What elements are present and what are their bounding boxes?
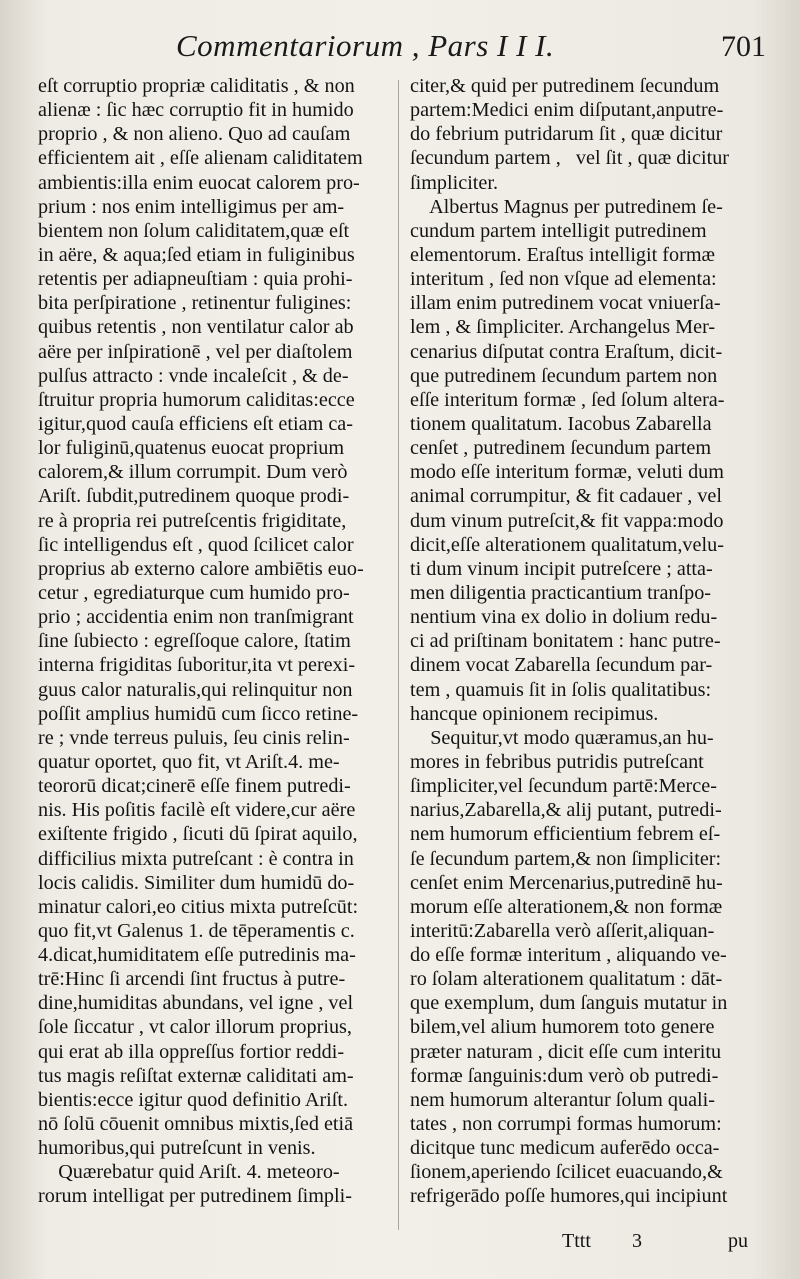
text-line: ſic intelligendus eſt , quod ſcilicet calor <box>38 533 354 556</box>
text-line: ſecundum partem , vel ſit , quæ dicitur <box>410 147 730 170</box>
text-line: mores in febribus putridis putreſcant <box>410 750 704 773</box>
page-footer <box>0 1230 800 1260</box>
text-line: cundum partem intelligit putredinem <box>410 219 707 242</box>
text-line: igitur,quod cauſa efficiens eſt etiam ca- <box>38 412 353 435</box>
text-line: aëre per inſpirationē , vel per diaſtolem <box>38 340 353 363</box>
text-line: humoribus,qui putreſcunt in venis. <box>38 1137 316 1160</box>
text-line: cetur , egrediaturque cum humido pro- <box>38 581 350 604</box>
text-line: ſe ſecundum partem,& non ſimpliciter: <box>410 847 722 870</box>
text-line: tionem qualitatum. Iacobus Zabarella <box>410 412 712 435</box>
text-line: nem humorum efficientium febrem eſ- <box>410 823 721 846</box>
text-line: illam enim putredinem vocat vniuerſa- <box>410 292 721 315</box>
text-line: quatur oportet, quo fit, vt Ariſt.4. me- <box>38 750 340 773</box>
text-line: nis. His poſitis facilè eſt videre,cur aëre <box>38 799 356 822</box>
right-text-column <box>410 74 780 1209</box>
text-line: præter naturam , dicit eſſe cum interitu <box>410 1040 722 1063</box>
text-line: locis calidis. Similiter dum humidū do- <box>38 871 355 894</box>
text-line: re à propria rei putreſcentis frigiditate, <box>38 509 347 532</box>
text-line: bientis:ecce igitur quod definitio Ariſt. <box>38 1088 349 1111</box>
text-line: re ; vnde terreus puluis, ſeu cinis relin- <box>38 726 350 749</box>
text-line: dicitque tunc medicum auferēdo occa- <box>410 1137 720 1160</box>
text-line: do eſſe formæ interitum , aliquando ve- <box>410 944 727 967</box>
text-line: cenſet , putredinem ſecundum partem <box>410 437 712 460</box>
text-line: ſole ſiccatur , vt calor illorum proprius, <box>38 1016 352 1039</box>
text-line: hancque opinionem recipimus. <box>410 702 659 725</box>
text-line: ſine ſubiecto : egreſſoque calore, ſtatim <box>38 630 351 653</box>
text-line: quibus retentis , non ventilatur calor ab <box>38 316 354 339</box>
text-line: dinem vocat Zabarella ſecundum par- <box>410 654 713 677</box>
text-line: formæ ſanguinis:dum verò ob putredi- <box>410 1064 719 1087</box>
text-line: eſt corruptio propriæ caliditatis , & non <box>38 75 355 97</box>
text-line: minatur calori,eo citius mixta putreſcūt: <box>38 895 359 918</box>
left-text-column <box>38 74 390 1209</box>
text-line: lor fuliginū,quatenus euocat proprium <box>38 437 345 460</box>
text-line: men diligentia practicantium tranſpo- <box>410 581 712 604</box>
text-line: narius,Zabarella,& alij putant, putredi- <box>410 799 722 822</box>
text-line: nem humorum alterantur ſolum quali- <box>410 1088 715 1111</box>
text-line: tates , non corrumpi formas humorum: <box>410 1113 722 1136</box>
text-line: ſtruitur propria humorum caliditas:ecce <box>38 388 355 411</box>
text-line: calorem,& illum corrumpit. Dum verò <box>38 461 348 484</box>
text-line: tem , quamuis ſit in ſolis qualitatibus: <box>410 678 712 701</box>
text-line: difficilius mixta putreſcant : è contra in <box>38 847 354 870</box>
text-line: refrigerādo poſſe humores,qui incipiunt <box>410 1185 728 1208</box>
text-line: lem , & ſimpliciter. Archangelus Mer- <box>410 316 716 339</box>
text-line: 4.dicat,humiditatem eſſe putredinis ma- <box>38 944 356 967</box>
text-line: ſimpliciter,vel ſecundum partē:Merce- <box>410 775 717 798</box>
text-line: prium : nos enim intelligimus per am- <box>38 195 345 218</box>
text-line: bita perſpiratione , retinentur fuligines: <box>38 292 352 315</box>
text-line: modo eſſe interitum formæ, veluti dum <box>410 461 724 484</box>
text-line: efficientem ait , eſſe alienam caliditatem <box>38 147 363 170</box>
text-line: pulſus attracto : vnde incaleſcit , & de- <box>38 364 349 387</box>
text-line: poſſit amplius humidū cum ſicco retine- <box>38 702 359 725</box>
text-line: quo fit,vt Galenus 1. de tēperamentis c. <box>38 919 355 942</box>
column-divider <box>398 80 399 1230</box>
text-line: cenſet enim Mercenarius,putredinē hu- <box>410 871 723 894</box>
text-line: teororū dicat;cinerē eſſe finem putredi- <box>38 775 351 798</box>
text-line: interna frigiditas ſuboritur,ita vt perexi- <box>38 654 356 677</box>
text-line: partem:Medici enim diſputant,anputre- <box>410 99 724 122</box>
text-line: citer,& quid per putredinem ſecundum <box>410 75 720 97</box>
text-line: nentium vina ex dolio in dolium redu- <box>410 606 718 629</box>
text-line: ro ſolam alterationem qualitatum : dāt- <box>410 968 723 991</box>
text-line: do febrium putridarum ſit , quæ dicitur <box>410 123 723 146</box>
text-line: retentis per adiapneuſtiam : quia prohi- <box>38 268 353 291</box>
signature-mark: Tttt <box>562 1230 591 1252</box>
text-line: ambientis:illa enim euocat calorem pro- <box>38 171 360 194</box>
text-line: proprio , & non alieno. Quo ad cauſam <box>38 123 351 146</box>
catchword: pu <box>728 1230 748 1252</box>
text-line: rorum intelligat per putredinem ſimpli- <box>38 1185 352 1208</box>
text-line: bilem,vel alium humorem toto genere <box>410 1016 715 1039</box>
text-line: que putredinem ſecundum partem non <box>410 364 718 387</box>
text-line: eſſe interitum formæ , ſed ſolum altera- <box>410 388 725 411</box>
text-line: elementorum. Eraſtus intelligit formæ <box>410 243 715 266</box>
text-line: dum vinum putreſcit,& fit vappa:modo <box>410 509 724 532</box>
text-line: ci ad priſtinam bonitatem : hanc putre- <box>410 630 721 653</box>
text-line: interitum , ſed non vſque ad elementa: <box>410 268 717 291</box>
text-line: interitū:Zabarella verò aſſerit,aliquan- <box>410 919 715 942</box>
text-line: guus calor naturalis,qui relinquitur non <box>38 678 353 701</box>
text-line: dine,humiditas abundans, vel igne , vel <box>38 992 354 1015</box>
text-line: ſimpliciter. <box>410 171 499 194</box>
gathering-number: 3 <box>632 1230 642 1252</box>
text-line: Sequitur,vt modo quæramus,an hu- <box>410 726 714 749</box>
text-line: Albertus Magnus per putredinem ſe- <box>410 195 723 218</box>
text-line: proprius ab externo calore ambiētis euo- <box>38 557 364 580</box>
text-line: ti dum vinum incipit putreſcere ; atta- <box>410 557 713 580</box>
text-line: ſionem,aperiendo ſcilicet euacuando,& <box>410 1161 723 1184</box>
running-title: Commentariorum , Pars I I I. <box>176 28 555 63</box>
text-line: qui erat ab illa oppreſſus fortior reddi- <box>38 1040 345 1063</box>
text-line: Ariſt. ſubdit,putredinem quoque prodi- <box>38 485 350 508</box>
text-line: dicit,eſſe alterationem qualitatum,velu- <box>410 533 724 556</box>
text-line: morum eſſe alterationem,& non formæ <box>410 895 723 918</box>
text-line: cenarius diſputat contra Eraſtum, dicit- <box>410 340 723 363</box>
page-header <box>0 28 800 72</box>
text-line: trē:Hinc ſi arcendi ſint fructus à putre- <box>38 968 346 991</box>
text-line: in aëre, & aqua;ſed etiam in fuliginibus <box>38 243 355 266</box>
text-line: que exemplum, dum ſanguis mutatur in <box>410 992 728 1015</box>
text-line: nō ſolū cōuenit omnibus mixtis,ſed etiā <box>38 1113 354 1136</box>
text-line: bientem non ſolum caliditatem,quæ eſt <box>38 219 350 242</box>
text-line: animal corrumpitur, & fit cadauer , vel <box>410 485 722 508</box>
text-line: Quærebatur quid Ariſt. 4. meteoro- <box>38 1161 340 1184</box>
text-line: prio ; accidentia enim non tranſmigrant <box>38 606 354 629</box>
page-number: 701 <box>721 30 766 63</box>
text-line: alienæ : ſic hæc corruptio fit in humido <box>38 99 354 122</box>
text-line: exiſtente frigido , ſicuti dū ſpirat aquilo, <box>38 823 358 846</box>
text-line: tus magis reſiſtat externæ caliditati am- <box>38 1064 354 1087</box>
